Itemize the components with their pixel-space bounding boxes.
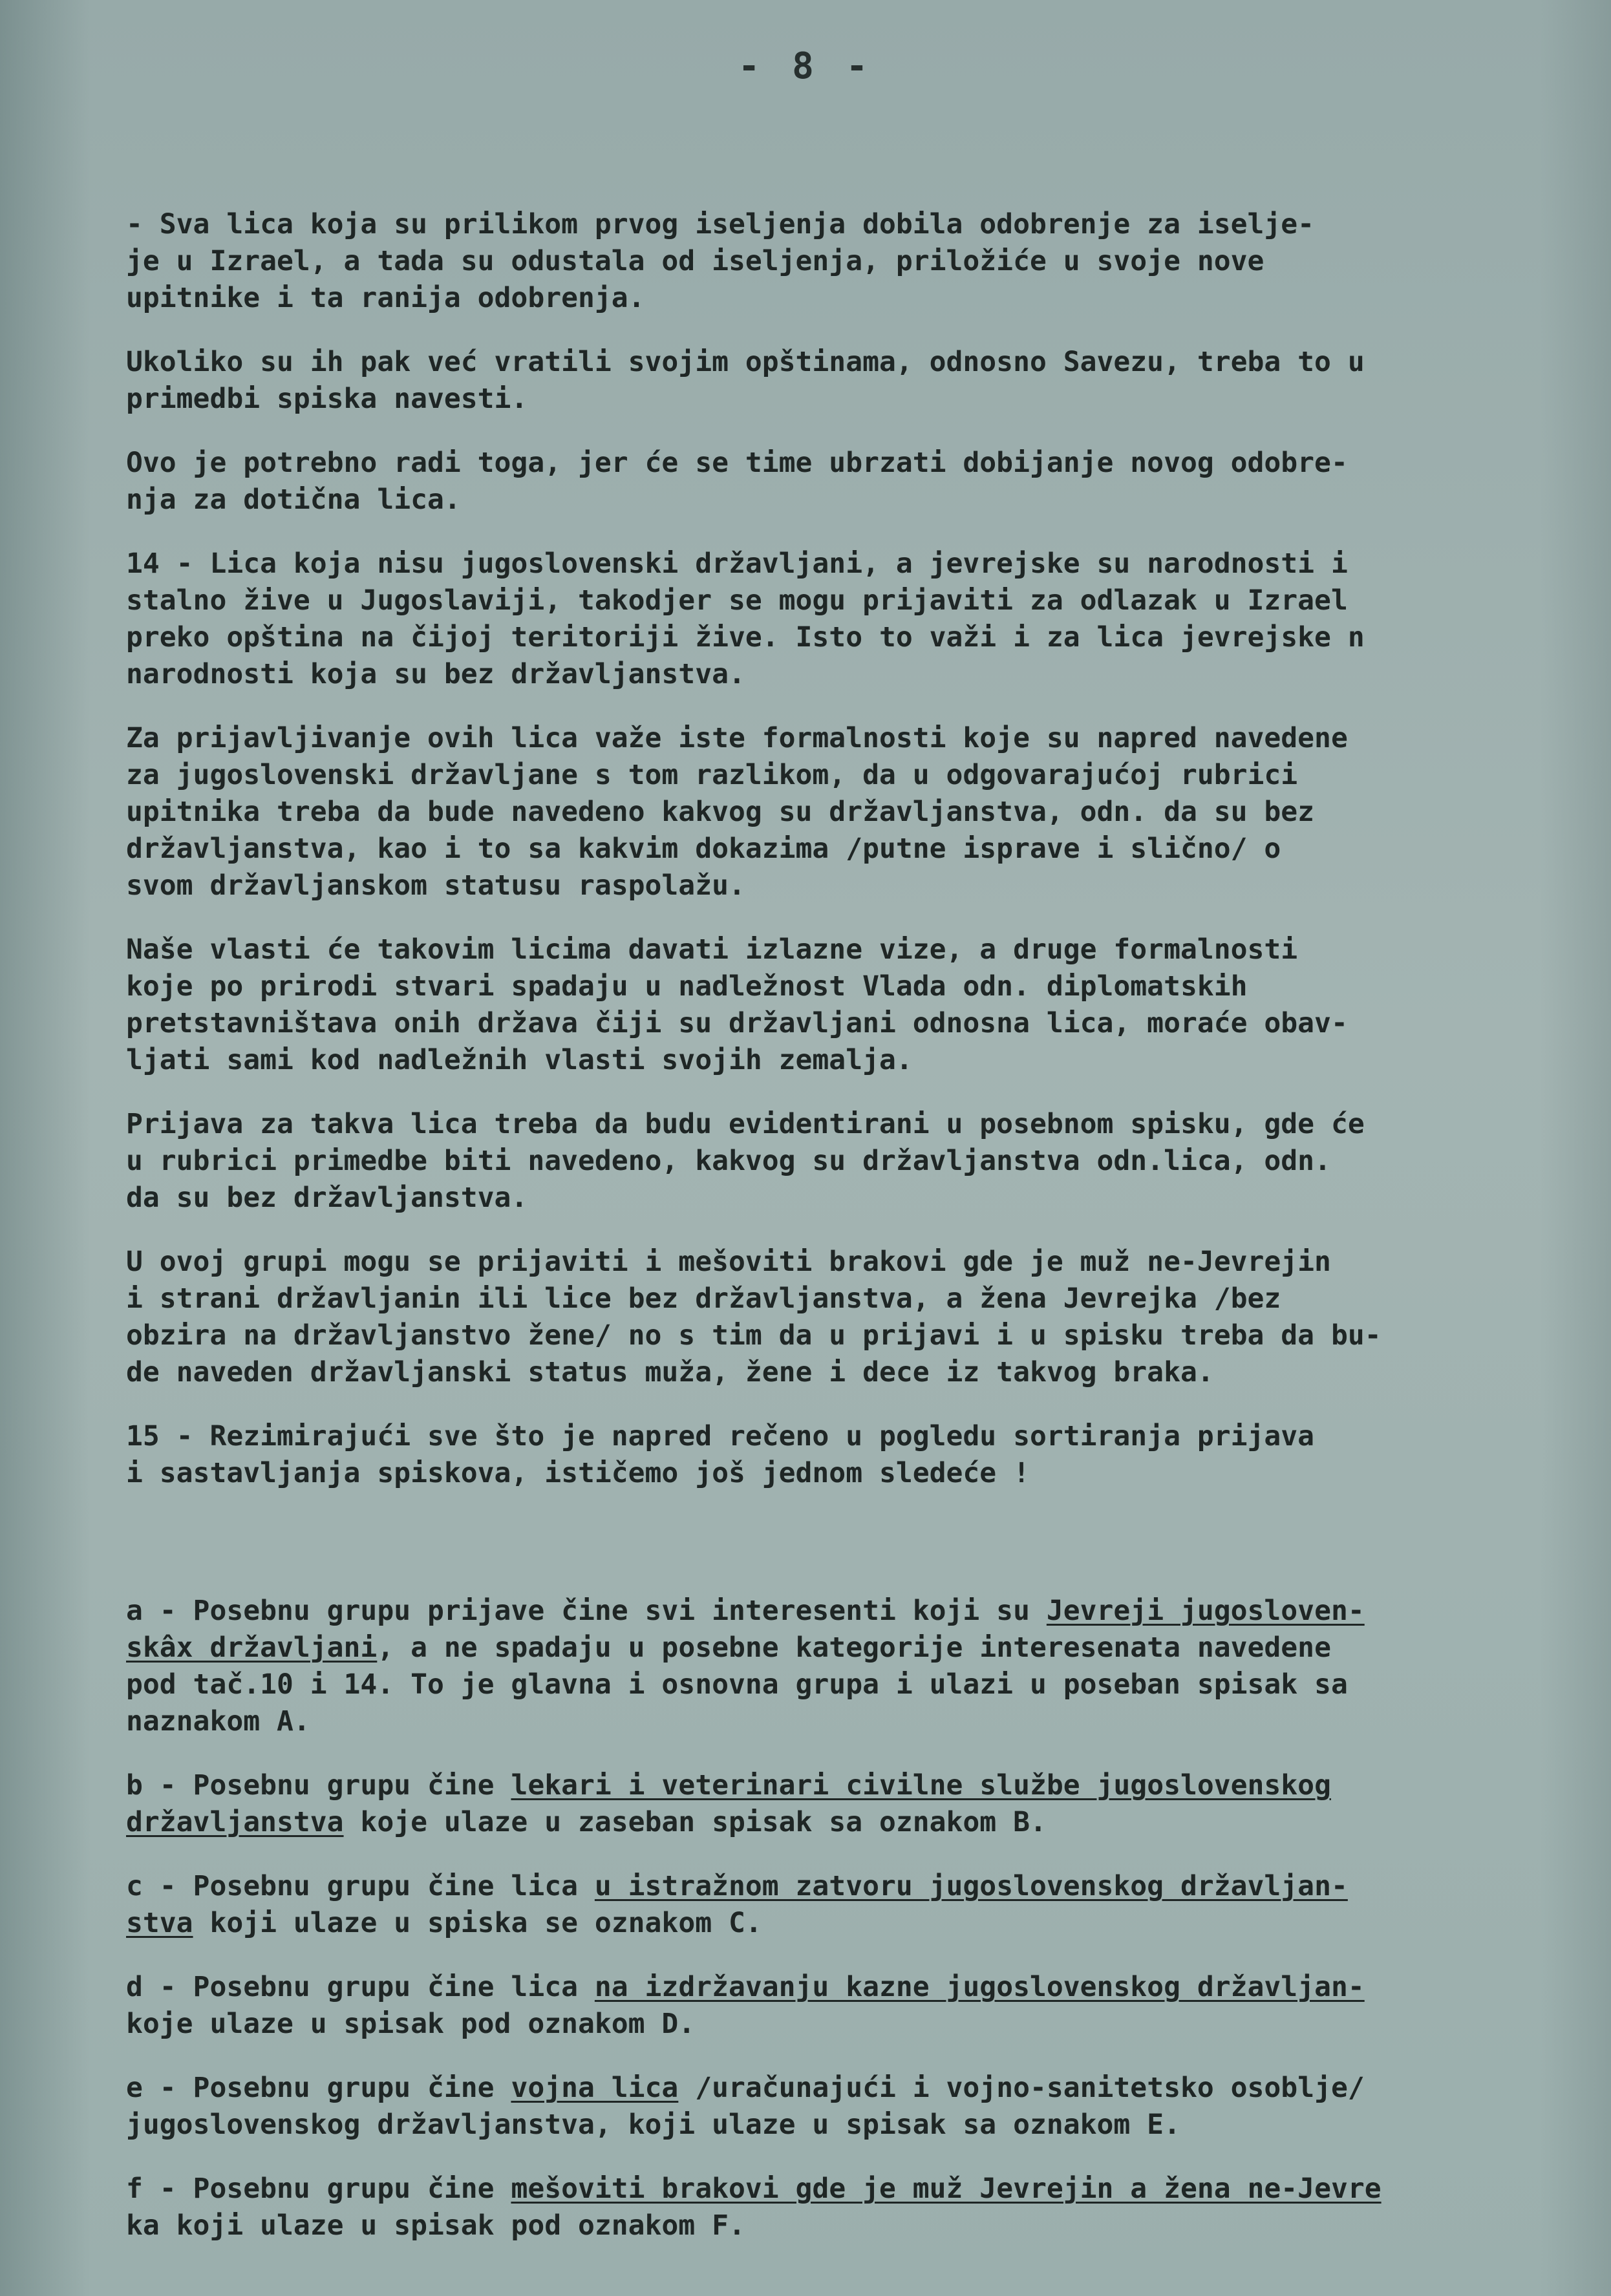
- text-line: 15 - Rezimirajući sve što je napred rečeno u pogledu sortiranja prijava: [126, 1420, 1315, 1452]
- text-line: [126, 2070, 1568, 2107]
- text-line: Ovo je potrebno radi toga, jer će se time ubrzati dobijanje novog odobre-: [126, 447, 1348, 479]
- text-line: stalno žive u Jugoslaviji, takodjer se mogu prijaviti za odlazak u Izrael: [126, 584, 1348, 617]
- group-item: [126, 2171, 1568, 2244]
- text-line: preko opština na čijoj teritoriji žive. Isto to važi i za lica jevrejske n: [126, 621, 1365, 654]
- text-line: [126, 1593, 1568, 1630]
- text-line: [126, 1666, 1568, 1703]
- text-line: Ukoliko su ih pak već vratili svojim opštinama, odnosno Savezu, treba to u: [126, 346, 1365, 378]
- left-edge-stain: [0, 0, 91, 2296]
- text-line: [126, 1703, 1568, 1740]
- underlined-text: lekari i veterinari civilne službe jugoslovenskog: [511, 1769, 1331, 1802]
- paragraph: [126, 344, 1568, 418]
- underlined-text: mešoviti brakovi gde je muž Jevrejin a žena ne-Jevre: [511, 2173, 1382, 2205]
- underlined-text: na izdržavanju kazne jugoslovenskog državljan-: [594, 1971, 1365, 2003]
- text-line: - Sva lica koja su prilikom prvog iseljenja dobila odobrenje za iselje-: [126, 208, 1315, 240]
- text-line: obzira na državljanstvo žene/ no s tim da u prijavi i u spisku treba da bu-: [126, 1319, 1382, 1352]
- text-segment: naznakom A.: [126, 1705, 310, 1738]
- text-segment: b - Posebnu grupu čine: [126, 1769, 511, 1802]
- text-segment: d - Posebnu grupu čine lica: [126, 1971, 595, 2003]
- text-segment: , a ne spadaju u posebne kategorije interesenata navedene: [377, 1632, 1331, 1664]
- underlined-text: skâx državljani: [126, 1632, 378, 1664]
- text-line: nja za dotična lica.: [126, 484, 461, 516]
- paragraph: [126, 546, 1568, 693]
- paragraph: [126, 1244, 1568, 1391]
- text-segment: f - Posebnu grupu čine: [126, 2173, 511, 2205]
- text-line: [126, 1905, 1568, 1942]
- text-line: da su bez državljanstva.: [126, 1182, 528, 1214]
- page-number: - 8 -: [738, 45, 873, 87]
- paragraph: [126, 720, 1568, 904]
- text-line: [126, 2107, 1568, 2143]
- paragraph: [126, 931, 1568, 1079]
- underlined-text: stva: [126, 1907, 193, 1939]
- text-segment: koje ulaze u zaseban spisak sa oznakom B.: [343, 1806, 1047, 1838]
- text-line: svom državljanskom statusu raspolažu.: [126, 869, 745, 902]
- text-line: [126, 2207, 1568, 2244]
- text-line: za jugoslovenski državljane s tom razlikom, da u odgovarajućoj rubrici: [126, 759, 1298, 791]
- text-line: [126, 2171, 1568, 2207]
- text-line: [126, 1868, 1568, 1905]
- group-item: [126, 1593, 1568, 1740]
- text-segment: c - Posebnu grupu čine lica: [126, 1870, 595, 1902]
- underlined-text: Jevreji jugosloven-: [1046, 1595, 1365, 1627]
- group-item: [126, 1969, 1568, 2043]
- text-line: upitnike i ta ranija odobrenja.: [126, 282, 645, 314]
- text-line: Za prijavljivanje ovih lica važe iste formalnosti koje su napred navedene: [126, 722, 1348, 754]
- text-line: [126, 1804, 1568, 1841]
- underlined-text: u istražnom zatvoru jugoslovenskog državljan-: [594, 1870, 1348, 1902]
- text-segment: a - Posebnu grupu prijave čine svi interesenti koji su: [126, 1595, 1047, 1627]
- text-line: 14 - Lica koja nisu jugoslovenski državljani, a jevrejske su narodnosti i: [126, 547, 1348, 580]
- text-line: [126, 1630, 1568, 1666]
- group-item: [126, 2070, 1568, 2143]
- text-segment: pod tač.10 i 14. To je glavna i osnovna grupa i ulazi u poseban spisak sa: [126, 1668, 1348, 1701]
- paragraph: [126, 1418, 1568, 1492]
- text-line: upitnika treba da bude navedeno kakvog su državljanstva, odn. da su bez: [126, 796, 1315, 828]
- group-item: [126, 1868, 1568, 1942]
- text-line: [126, 1969, 1568, 2006]
- text-segment: ka koji ulaze u spisak pod oznakom F.: [126, 2209, 745, 2242]
- text-line: je u Izrael, a tada su odustala od iseljenja, priložiće u svoje nove: [126, 245, 1264, 277]
- text-line: primedbi spiska navesti.: [126, 383, 528, 415]
- text-line: državljanstva, kao i to sa kakvim dokazima /putne isprave i slično/ o: [126, 833, 1281, 865]
- paragraph: [126, 1106, 1568, 1217]
- paragraph: [126, 206, 1568, 317]
- text-segment: e - Posebnu grupu čine: [126, 2072, 511, 2104]
- text-segment: koji ulaze u spiska se oznakom C.: [193, 1907, 762, 1939]
- text-line: [126, 2006, 1568, 2043]
- body-text: [126, 133, 1568, 2296]
- text-line: i strani državljanin ili lice bez državljanstva, a žena Jevrejka /bez: [126, 1282, 1281, 1315]
- underlined-text: državljanstva: [126, 1806, 344, 1838]
- text-line: Prijava za takva lica treba da budu evidentirani u posebnom spisku, gde će: [126, 1108, 1365, 1140]
- text-line: Naše vlasti će takovim licima davati izlazne vize, a druge formalnosti: [126, 933, 1298, 966]
- text-line: de naveden državljanski status muža, žene i dece iz takvog braka.: [126, 1356, 1214, 1388]
- paragraph: [126, 445, 1568, 518]
- underlined-text: vojna lica: [511, 2072, 679, 2104]
- text-line: [126, 1767, 1568, 1804]
- group-list: [126, 1593, 1568, 2244]
- text-segment: /uračunajući i vojno-sanitetsko osoblje/: [678, 2072, 1365, 2104]
- text-line: ljati sami kod nadležnih vlasti svojih zemalja.: [126, 1044, 913, 1076]
- text-segment: koje ulaze u spisak pod oznakom D.: [126, 2008, 696, 2040]
- paragraphs: [126, 206, 1568, 1492]
- text-line: pretstavništava onih država čiji su državljani odnosna lica, moraće obav-: [126, 1007, 1348, 1039]
- group-item: [126, 1767, 1568, 1841]
- text-line: u rubrici primedbe biti navedeno, kakvog su državljanstva odn.lica, odn.: [126, 1145, 1331, 1177]
- text-segment: jugoslovenskog državljanstva, koji ulaze u spisak sa oznakom E.: [126, 2109, 1180, 2141]
- text-line: i sastavljanja spiskova, ističemo još jednom sledeće !: [126, 1457, 1030, 1489]
- text-line: koje po prirodi stvari spadaju u nadležnost Vlada odn. diplomatskih: [126, 970, 1248, 1003]
- text-line: narodnosti koja su bez državljanstva.: [126, 658, 745, 690]
- text-line: U ovoj grupi mogu se prijaviti i mešoviti brakovi gde je muž ne-Jevrejin: [126, 1246, 1331, 1278]
